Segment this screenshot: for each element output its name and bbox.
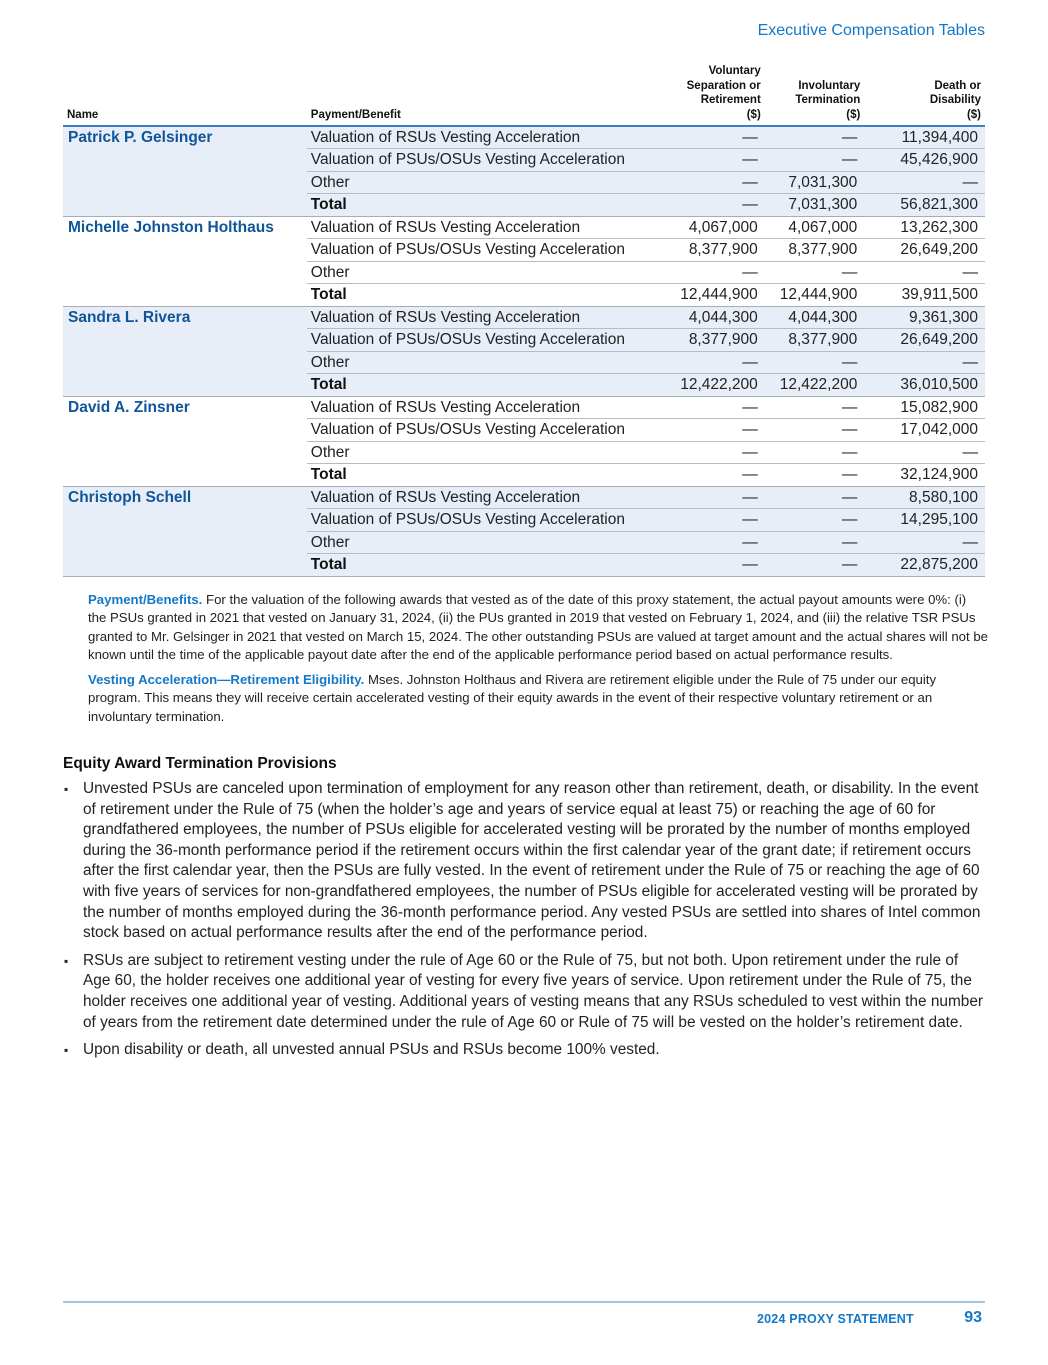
death-value: 26,649,200	[864, 329, 985, 352]
provisions-list	[63, 779, 988, 1061]
payment-label: Total	[307, 194, 665, 217]
table-row	[63, 306, 985, 329]
payment-label: Total	[307, 284, 665, 307]
executive-group	[63, 126, 985, 216]
page-number: 93	[964, 1309, 982, 1326]
note-lead: Payment/Benefits.	[88, 592, 203, 607]
death-value: —	[864, 351, 985, 374]
table-row	[63, 126, 985, 149]
column-header-involuntary: Involuntary Termination ($)	[765, 64, 865, 126]
voluntary-value: 4,044,300	[665, 306, 765, 329]
table-row	[63, 486, 985, 509]
executive-name: Patrick P. Gelsinger	[63, 126, 307, 216]
voluntary-value: —	[665, 149, 765, 172]
payment-label: Valuation of RSUs Vesting Acceleration	[307, 126, 665, 149]
voluntary-value: 8,377,900	[665, 329, 765, 352]
voluntary-value: 12,422,200	[665, 374, 765, 397]
involuntary-value: —	[765, 149, 865, 172]
death-value: 22,875,200	[864, 554, 985, 577]
involuntary-value: —	[765, 126, 865, 149]
payment-label: Valuation of PSUs/OSUs Vesting Acceleration	[307, 419, 665, 442]
payment-label: Total	[307, 374, 665, 397]
payment-label: Valuation of PSUs/OSUs Vesting Acceleration	[307, 149, 665, 172]
list-item-text: Unvested PSUs are canceled upon termination of employment for any reason other than retirement, death, or disability. In the event of retirement under the Rule of 75 (when the holder’s age and years of service equal at least 75) or reaching the age of 60 for grandfathered employees, the number of PSUs eligible for accelerated vesting will be prorated by the number of months employed during the 36-month performance period if the retirement occurs within the first calendar year of the grant date; if retirement occurs after the first calendar year, then the PSUs are fully vested. In the event of retirement under the Rule of 75 or reaching the age of 60 with five years of services for non-grandfathered employees, the number of PSUs eligible for accelerated vesting will be prorated by the number of months employed during the 36-month performance period. Any vested PSUs are settled into shares of Intel common stock based on actual performance results after the end of the performance period.	[83, 780, 981, 942]
table-notes	[88, 591, 988, 733]
note-vesting-acceleration	[88, 671, 988, 726]
voluntary-value: 12,444,900	[665, 284, 765, 307]
executive-group	[63, 216, 985, 306]
voluntary-value: —	[665, 419, 765, 442]
voluntary-value: —	[665, 171, 765, 194]
potential-payments-table	[63, 64, 985, 577]
footer-divider	[63, 1301, 985, 1303]
death-value: 11,394,400	[864, 126, 985, 149]
death-value: 39,911,500	[864, 284, 985, 307]
equity-award-provisions	[63, 755, 988, 1068]
payment-label: Valuation of RSUs Vesting Acceleration	[307, 486, 665, 509]
column-header-voluntary: Voluntary Separation or Retirement ($)	[665, 64, 765, 126]
payment-label: Other	[307, 531, 665, 554]
payment-label: Other	[307, 261, 665, 284]
voluntary-value: 8,377,900	[665, 239, 765, 262]
provisions-heading: Equity Award Termination Provisions	[63, 755, 337, 772]
voluntary-value: —	[665, 194, 765, 217]
voluntary-value: —	[665, 509, 765, 532]
executive-group	[63, 396, 985, 486]
death-value: —	[864, 441, 985, 464]
involuntary-value: 4,067,000	[765, 216, 865, 239]
list-item	[63, 951, 988, 1033]
death-value: 56,821,300	[864, 194, 985, 217]
involuntary-value: —	[765, 396, 865, 419]
column-header-name: Name	[63, 64, 307, 126]
death-value: 36,010,500	[864, 374, 985, 397]
voluntary-value: —	[665, 464, 765, 487]
executive-name: Sandra L. Rivera	[63, 306, 307, 396]
voluntary-value: —	[665, 261, 765, 284]
involuntary-value: 8,377,900	[765, 239, 865, 262]
bullet-icon: ▪	[64, 782, 69, 796]
note-payment-benefits	[88, 591, 988, 664]
list-item	[63, 1040, 988, 1061]
section-header: Executive Compensation Tables	[757, 22, 985, 39]
executive-name: David A. Zinsner	[63, 396, 307, 486]
death-value: 13,262,300	[864, 216, 985, 239]
voluntary-value: —	[665, 396, 765, 419]
death-value: 26,649,200	[864, 239, 985, 262]
bullet-icon: ▪	[64, 953, 69, 968]
involuntary-value: —	[765, 464, 865, 487]
list-item-text: RSUs are subject to retirement vesting under the rule of Age 60 or the Rule of 75, but not both. Upon retirement under the rule of Age 60, the holder receives one additional year of vesting for every five years of service. Upon retirement under the Rule of 75, the holder receives one additional year of vesting. Additional years of vesting means that any RSUs scheduled to vest within the number of years from the retirement date determined under the rule of Age 60 or Rule of 75 will be vested on the holder’s retirement date.	[83, 951, 984, 1031]
death-value: 32,124,900	[864, 464, 985, 487]
note-text: Mses. Johnston Holthaus and Rivera are retirement eligible under the Rule of 75 under our equity program. This means they will receive certain accelerated vesting of their equity awards in the event of their respective voluntary retirement or an involuntary termination.	[88, 672, 937, 724]
death-value: 17,042,000	[864, 419, 985, 442]
involuntary-value: —	[765, 351, 865, 374]
executive-group	[63, 306, 985, 396]
death-value: —	[864, 531, 985, 554]
involuntary-value: —	[765, 486, 865, 509]
table-row	[63, 216, 985, 239]
death-value: 8,580,100	[864, 486, 985, 509]
death-value: 15,082,900	[864, 396, 985, 419]
involuntary-value: 7,031,300	[765, 194, 865, 217]
involuntary-value: —	[765, 419, 865, 442]
payment-label: Valuation of RSUs Vesting Acceleration	[307, 396, 665, 419]
voluntary-value: —	[665, 441, 765, 464]
footer-document-label: 2024 PROXY STATEMENT	[757, 1312, 914, 1326]
list-item	[63, 779, 988, 944]
list-item-text: Upon disability or death, all unvested annual PSUs and RSUs become 100% vested.	[83, 1041, 660, 1059]
involuntary-value: —	[765, 441, 865, 464]
executive-name: Michelle Johnston Holthaus	[63, 216, 307, 306]
voluntary-value: 4,067,000	[665, 216, 765, 239]
payment-label: Other	[307, 171, 665, 194]
column-header-death-disability: Death or Disability ($)	[864, 64, 985, 126]
involuntary-value: —	[765, 261, 865, 284]
payment-label: Total	[307, 464, 665, 487]
bullet-icon: ▪	[64, 1043, 69, 1058]
voluntary-value: —	[665, 351, 765, 374]
death-value: —	[864, 261, 985, 284]
death-value: —	[864, 171, 985, 194]
payment-label: Total	[307, 554, 665, 577]
payment-label: Other	[307, 351, 665, 374]
voluntary-value: —	[665, 486, 765, 509]
note-text: For the valuation of the following awards that vested as of the date of this proxy statement, the actual payout amounts were 0%: (i) the PSUs granted in 2021 that vested on January 31, 2024, (ii) the PUs granted in 2019 that vested on February 1, 2024, and (iii) the relative TSR PSUs granted to Mr. Gelsinger in 2021 that vested on March 15, 2024. The other outstanding PSUs are valued at target amount and the actual shares will not be known until the time of the applicable payout date after the end of the applicable performance period based on actual performance results.	[88, 592, 988, 662]
voluntary-value: —	[665, 126, 765, 149]
table-header-row	[63, 64, 985, 126]
executive-name: Christoph Schell	[63, 486, 307, 576]
payment-label: Other	[307, 441, 665, 464]
table-row	[63, 396, 985, 419]
involuntary-value: —	[765, 554, 865, 577]
involuntary-value: 4,044,300	[765, 306, 865, 329]
payment-label: Valuation of RSUs Vesting Acceleration	[307, 216, 665, 239]
involuntary-value: 8,377,900	[765, 329, 865, 352]
payment-label: Valuation of RSUs Vesting Acceleration	[307, 306, 665, 329]
voluntary-value: —	[665, 531, 765, 554]
executive-group	[63, 486, 985, 576]
death-value: 45,426,900	[864, 149, 985, 172]
involuntary-value: 12,422,200	[765, 374, 865, 397]
involuntary-value: 12,444,900	[765, 284, 865, 307]
involuntary-value: —	[765, 531, 865, 554]
note-lead: Vesting Acceleration—Retirement Eligibility.	[88, 672, 365, 688]
payment-label: Valuation of PSUs/OSUs Vesting Acceleration	[307, 329, 665, 352]
column-header-payment: Payment/Benefit	[307, 64, 665, 126]
death-value: 9,361,300	[864, 306, 985, 329]
payment-label: Valuation of PSUs/OSUs Vesting Acceleration	[307, 239, 665, 262]
voluntary-value: —	[665, 554, 765, 577]
involuntary-value: —	[765, 509, 865, 532]
involuntary-value: 7,031,300	[765, 171, 865, 194]
payment-label: Valuation of PSUs/OSUs Vesting Acceleration	[307, 509, 665, 532]
death-value: 14,295,100	[864, 509, 985, 532]
